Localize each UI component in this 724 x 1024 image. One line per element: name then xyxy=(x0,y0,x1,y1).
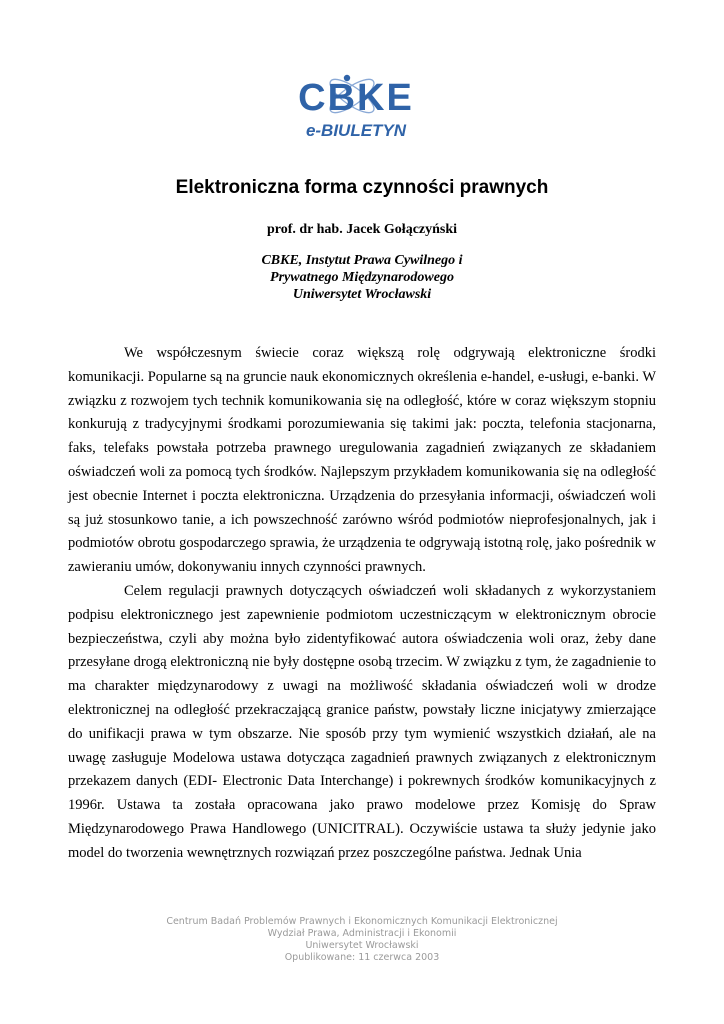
body-paragraph: Celem regulacji prawnych dotyczących oświadczeń woli składanych z wykorzystaniem podpisu elektronicznego jest zapewnienie podmiotom uczestniczącym w elektronicznym obrocie bezpieczeństwa, czyli aby można było zidentyfikować autora oświadczenia woli oraz, żeby dane przesyłane drogą elektroniczną nie były dostępne osobą trzecim. W związku z tym, że zagadnienie to ma charakter międzynarodowy z uwagi na możliwość składania oświadczeń woli w drodze elektronicznej na odległość przekraczającą granice państw, powstały liczne inicjatywy zmierzające do unifikacji prawa w tym obszarze. Nie sposób przy tym wymienić wszystkich działań, ale na uwagę zasługuje Modelowa ustawa dotycząca zagadnień prawnych związanych z elektronicznym przekazem danych (EDI- Electronic Data Interchange) i pokrewnych środków komunikacyjnych z 1996r. Ustawa ta została opracowana jako prawo modelowe przez Komisję do Spraw Międzynarodowego Prawa Handlowego (UNICITRAL). Oczywiście ustawa ta służy jedynie jako model do tworzenia wewnętrznych rozwiązań przez poszczególne państwa. Jednak Unia xyxy=(68,582,656,861)
affiliation-line: Prywatnego Międzynarodowego xyxy=(270,270,454,285)
footer-line: Wydział Prawa, Administracji i Ekonomii xyxy=(267,928,457,939)
document-title: Elektroniczna forma czynności prawnych xyxy=(175,177,549,198)
document-body xyxy=(68,342,656,866)
footer-line: Uniwersytet Wrocławski xyxy=(305,940,419,951)
author-affiliation xyxy=(0,252,724,303)
footer-line: Centrum Badań Problemów Prawnych i Ekonomicznych Komunikacji Elektronicznej xyxy=(166,916,558,927)
author-name: prof. dr hab. Jacek Gołączyński xyxy=(266,222,458,237)
page-footer xyxy=(0,916,724,964)
affiliation-line: CBKE, Instytut Prawa Cywilnego i xyxy=(261,253,463,268)
cbke-logo-graphic xyxy=(286,70,426,144)
footer-line: Opublikowane: 11 czerwca 2003 xyxy=(284,952,440,963)
logo-brand-text: CBKE xyxy=(298,77,414,119)
logo-subtitle-text: e-BIULETYN xyxy=(305,121,407,140)
body-paragraph: We współczesnym świecie coraz większą rolę odgrywają elektroniczne środki komunikacji. Popularne są na gruncie nauk ekonomicznych określenia e-handel, e-usługi, e-banki. W związku z rozwojem tych technik komunikowania się na odległość, które w coraz większym stopniu konkurują z tradycyjnymi środkami porozumiewania się takimi jak: poczta, telefonia stacjonarna, faks, telefaks powstała potrzeba prawnego uregulowania zagadnień związanych ze składaniem oświadczeń woli za pomocą tych środków. Najlepszym przykładem komunikowania się na odległość jest obecnie Internet i poczta elektroniczna. Urządzenia do przesyłania informacji, oświadczeń woli są już stosunkowo tanie, a ich powszechność zarówno wśród podmiotów nieprofesjonalnych, jak i podmiotów obrotu gospodarczego sprawia, że urządzenia te odgrywają istotną rolę, jako pośrednik w zawieraniu umów, dokonywaniu innych czynności prawnych. xyxy=(68,345,657,576)
cbke-logo xyxy=(286,70,426,144)
affiliation-line: Uniwersytet Wrocławski xyxy=(292,287,432,302)
